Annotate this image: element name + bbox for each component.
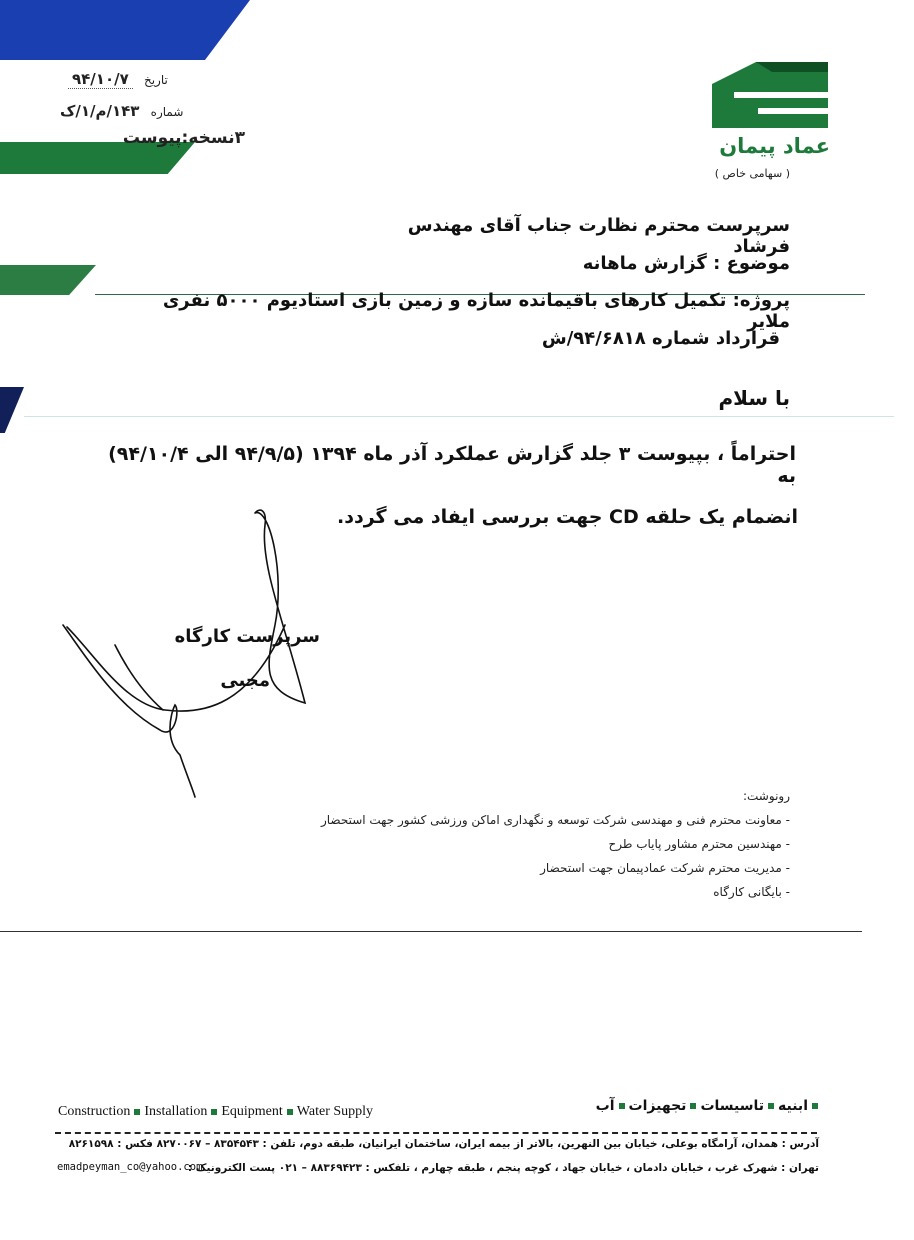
service-en: Water Supply [296,1104,374,1119]
company-name: عماد پیمان [719,134,830,158]
service-en: Installation [144,1104,208,1119]
service-en: Construction [58,1104,131,1119]
date-value: ۹۴/۱۰/۷ [68,70,133,89]
bullet-square-icon [812,1103,818,1109]
company-subtitle: ( سهامی خاص ) [714,167,790,180]
number-field [60,102,240,120]
emad-peyman-logo-icon [712,62,828,128]
signatory-title: سرپرست کارگاه [174,626,320,647]
bullet-square-icon [619,1103,625,1109]
cc-item: - مهندسین محترم مشاور پایاب طرح [608,837,790,851]
footer-dashed-rule [55,1132,817,1134]
address-hamedan: آدرس : همدان، آرامگاه بوعلی، خیابان بین النهرین، بالاتر از بیمه ایران، ساختمان ایرانیان، طبقه دوم، تلفن : ۸۳۵۴۵۴۳ – ۸۲۷۰۰۶۷ فکس : ۸۲۶۱۵۹۸ [68,1138,819,1150]
cc-item: - بایگانی کارگاه [713,885,790,899]
attachment-field [110,128,245,148]
handwritten-signature [55,505,325,805]
contract-line: قرارداد شماره ۹۴/۶۸۱۸/ش [541,328,780,349]
side-navy-band [0,387,24,433]
cc-heading: رونوشت: [742,789,790,803]
services-english [58,1104,378,1120]
bullet-square-icon [134,1109,140,1115]
cc-item: - معاونت محترم فنی و مهندسی شرکت توسعه و نگهداری اماکن ورزشی کشور جهت استحضار [320,813,790,827]
body-line-1: احتراماً ، بپیوست ۳ جلد گزارش عملکرد آذر ماه ۱۳۹۴ (۹۴/۹/۵ الی ۹۴/۱۰/۴) به [108,443,796,487]
body-line-2: انضمام یک حلقه CD جهت بررسی ایفاد می گردد. [337,506,798,528]
addressee: سرپرست محترم نظارت جناب آقای مهندس فرشاد [407,215,790,257]
header-blue-band [0,0,250,60]
signatory-name: مجبی [220,670,270,691]
bullet-square-icon [690,1103,696,1109]
bottom-divider [0,931,862,932]
address-tehran: تهران : شهرک غرب ، خیابان دادمان ، خیابان جهاد ، کوچه پنجم ، طبقه چهارم ، تلفکس : ۸۸۳۶۹۴۲۳ – ۰۲۱ پست الکترونیک : [187,1162,819,1174]
service-fa: تجهیزات [628,1098,687,1114]
bullet-square-icon [287,1109,293,1115]
service-fa: ابنیه [778,1098,808,1114]
services-persian [560,1098,822,1114]
service-fa: تاسیسات [700,1098,765,1114]
service-en: Equipment [221,1104,283,1119]
attachment-value: ۳نسخه:پیوست [122,128,245,148]
cc-item: - مدیریت محترم شرکت عمادپیمان جهت استحضار [540,861,790,875]
number-value: ۱۴۳/م/۱/ک [60,102,140,120]
greeting: با سلام [718,386,790,410]
subject: موضوع : گزارش ماهانه [582,253,790,274]
side-green-band [0,265,96,295]
service-fa: آب [595,1098,615,1114]
date-field [68,70,238,88]
project-line: پروژه: تکمیل کارهای باقیمانده سازه و زمین بازی استادیوم ۵۰۰۰ نفری ملایر [162,290,790,332]
bullet-square-icon [211,1109,217,1115]
faint-divider-line [24,416,894,417]
email-link[interactable]: emadpeyman_co@yahoo.com [57,1161,203,1173]
number-label: شماره [150,105,184,119]
date-label: تاریخ [143,73,168,87]
bullet-square-icon [768,1103,774,1109]
